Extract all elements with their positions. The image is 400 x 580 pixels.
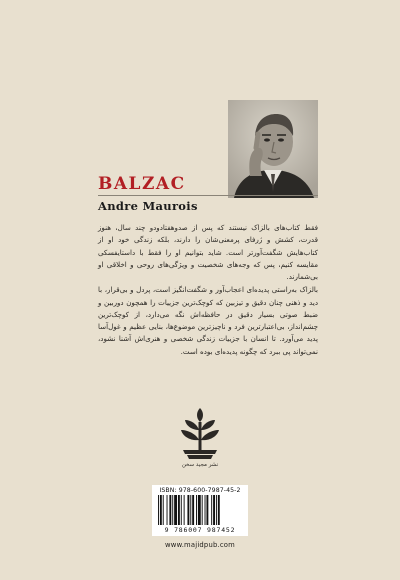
barcode-bar xyxy=(202,495,203,525)
barcode-digits: 9 786007 987452 xyxy=(164,526,236,534)
barcode-icon xyxy=(158,495,242,525)
author-portrait xyxy=(228,100,318,198)
barcode-bar xyxy=(213,495,215,525)
publisher-logo xyxy=(177,406,223,462)
barcode-bar xyxy=(158,495,159,525)
barcode-bar xyxy=(205,495,206,525)
publisher-website: www.majidpub.com xyxy=(165,541,235,549)
publisher-name: نشر مجید سخن xyxy=(181,462,219,468)
barcode-bar xyxy=(218,495,220,525)
barcode-bar xyxy=(163,495,164,525)
barcode-bar xyxy=(192,495,194,525)
blurb-paragraph: بالزاک به‌راستی پدیده‌ای اعجاب‌آور و شگفت‌انگیز است، پردل و بی‌قرار، با دید و ذهنی چنان دقیق و تیزبین که کوچک‌ترین جزییات را همچون دوربین و ضبط صوتی بسیار دقیق در حافظه‌اش نگه می‌دارد، از کوچک‌ترین چشم‌انداز، بی‌اعتبارترین فرد و ناچیزترین موضوع‌ها، بنایی عظیم و غول‌آسا پدید می‌آورد. تا انسان با جزییات زندگی شخصی و هنری‌اش آشنا نشود، نمی‌تواند پی ببرد که چگونه پدیده‌ای بوده است. xyxy=(98,285,318,356)
barcode-bar xyxy=(184,495,185,525)
barcode-bar xyxy=(190,495,191,525)
publisher-logo-icon xyxy=(177,406,223,462)
barcode-bar xyxy=(160,495,162,525)
portrait-photo-icon xyxy=(228,100,318,198)
barcode-bar xyxy=(198,495,201,525)
barcode-bar xyxy=(187,495,189,525)
barcode-bar xyxy=(167,495,168,525)
isbn-number: ISBN: 978-600-7987-45-2 xyxy=(159,487,241,494)
barcode-bar xyxy=(216,495,217,525)
blurb-text xyxy=(98,222,318,359)
title-divider xyxy=(98,195,318,196)
blurb-paragraph: فقط کتاب‌های بالزاک نیستند که پس از صدوهفتادودو چند سال، هنوز قدرت، کشش و ژرفای پرمعنی‌شان را دارند، بلکه زندگی خود او از کتاب‌هایش شگفت‌آورتر است. شاید بتوانیم او را فقط با داستایفسکی مقایسه کنیم، پس که وجه‌های شخصیت و ویژگی‌های روحی و اخلاقی او بی‌شمارند. xyxy=(98,223,318,281)
barcode-bar xyxy=(169,495,171,525)
barcode-bar xyxy=(211,495,212,525)
barcode-bar xyxy=(172,495,173,525)
barcode-bar xyxy=(174,495,177,525)
barcode-bar xyxy=(206,495,208,525)
author-name: Andre Maurois xyxy=(98,199,198,213)
barcode-bar xyxy=(181,495,182,525)
book-title: BALZAC xyxy=(98,174,186,194)
isbn-barcode xyxy=(152,485,248,536)
barcode-bar xyxy=(178,495,180,525)
barcode-bar xyxy=(196,495,197,525)
